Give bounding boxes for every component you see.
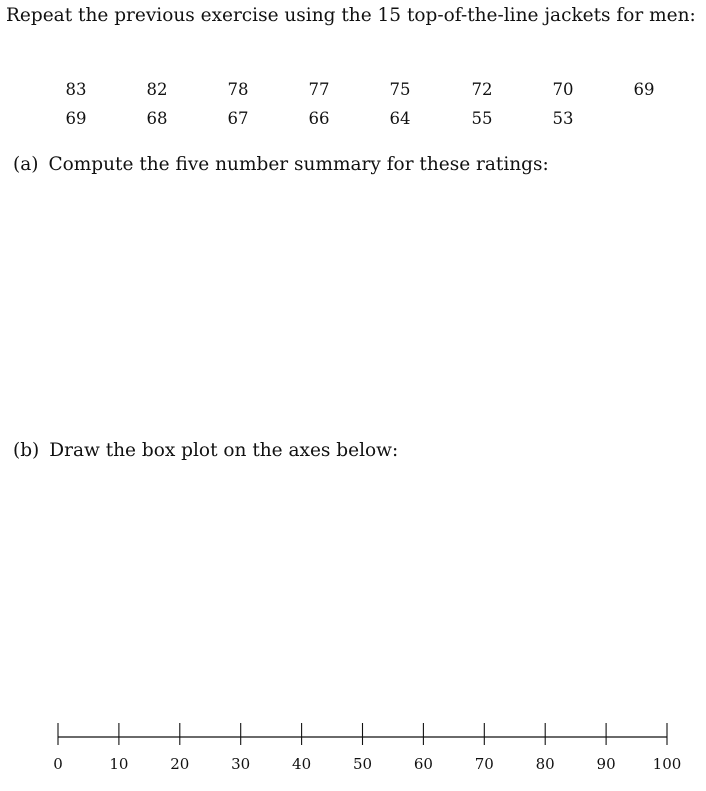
- rating-cell: 66: [308, 109, 330, 128]
- box-plot-axis: [0, 715, 706, 785]
- axis-tick-label: 50: [352, 755, 373, 773]
- part-a-question: [13, 154, 549, 176]
- part-b-text: Draw the box plot on the axes below:: [49, 440, 399, 461]
- rating-cell: 64: [389, 109, 411, 128]
- axis-tick-label: 10: [109, 755, 129, 773]
- axis-tick-label: 90: [596, 755, 616, 773]
- rating-cell: 67: [227, 109, 249, 128]
- rating-cell: 68: [146, 109, 168, 128]
- axis-tick-label: 70: [474, 755, 494, 773]
- rating-cell: 69: [65, 109, 87, 128]
- part-b-question: [13, 440, 398, 462]
- rating-cell: 53: [552, 109, 574, 128]
- axis-tick-label: 0: [53, 755, 63, 773]
- exercise-intro: Repeat the previous exercise using the 15 top-of-the-line jackets for men:: [6, 5, 696, 26]
- rating-cell: 72: [471, 80, 493, 99]
- rating-cell: 69: [633, 80, 655, 99]
- rating-cell: 75: [389, 80, 411, 99]
- rating-cell: 83: [65, 80, 87, 99]
- rating-cell: 70: [552, 80, 574, 99]
- part-a-text: Compute the five number summary for these ratings:: [48, 154, 549, 175]
- ratings-table: [0, 80, 706, 136]
- rating-cell: 77: [308, 80, 330, 99]
- rating-cell: 55: [471, 109, 493, 128]
- part-a-label: (a): [13, 154, 39, 175]
- part-b-label: (b): [13, 440, 40, 461]
- axis-tick-label: 100: [652, 755, 682, 773]
- axis-tick-label: 20: [170, 755, 190, 773]
- axis-tick-label: 30: [231, 755, 251, 773]
- rating-cell: 82: [146, 80, 168, 99]
- axis-tick-label: 80: [535, 755, 555, 773]
- axis-tick-label: 40: [292, 755, 312, 773]
- axis-tick-label: 60: [413, 755, 433, 773]
- rating-cell: 78: [227, 80, 249, 99]
- axis-line-svg: [0, 715, 706, 755]
